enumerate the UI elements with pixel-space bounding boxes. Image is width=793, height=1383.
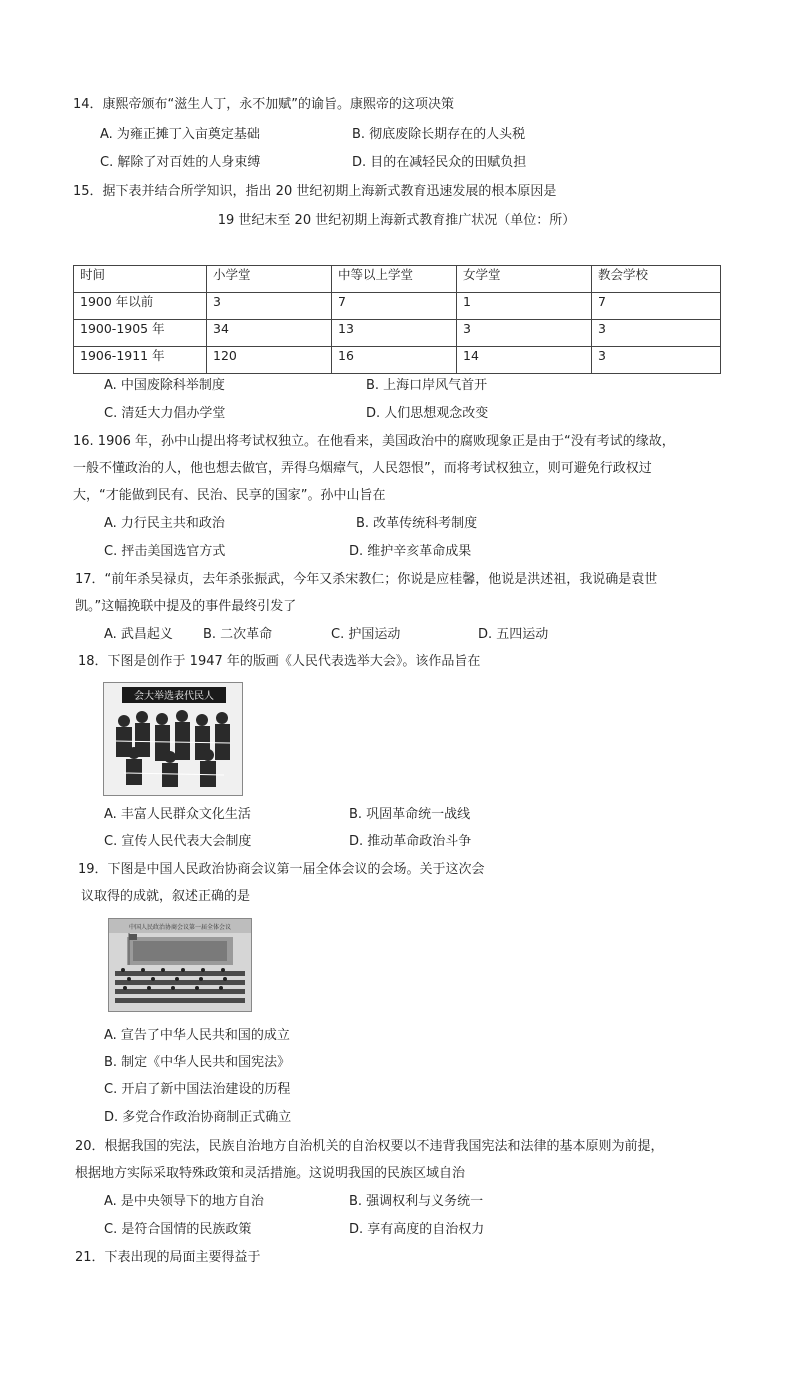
q16-stem-line-1: 16. 1906 年，孙中山提出将考试权独立。在他看来，美国政治中的腐败现象正是由于“没有考试的缘故，	[73, 434, 675, 449]
table-cell: 3	[592, 347, 721, 374]
table-cell: 14	[457, 347, 592, 374]
table-header-cell: 中等以上学堂	[332, 266, 457, 293]
table-row	[74, 320, 721, 347]
q19-stem-line-1: 19．下图是中国人民政治协商会议第一届全体会议的会场。关于这次会	[78, 862, 485, 877]
table-cell: 3	[207, 293, 332, 320]
q18-option-b: B. 巩固革命统一战线	[349, 807, 471, 822]
table-cell: 3	[592, 320, 721, 347]
q16-option-b: B. 改革传统科考制度	[356, 516, 478, 531]
woodcut-banner-text: 会大举选表代民人	[134, 691, 214, 702]
conference-hall-photo	[108, 918, 252, 1012]
q17-option-b: B. 二次革命	[203, 627, 273, 642]
q14-option-c: C. 解除了对百姓的人身束缚	[100, 155, 261, 170]
table-cell: 7	[332, 293, 457, 320]
q16-stem-line-3: 大，“才能做到民有、民治、民享的国家”。孙中山旨在	[73, 488, 386, 503]
q20-stem-line-1: 20．根据我国的宪法，民族自治地方自治机关的自治权要以不违背我国宪法和法律的基本原则为前提，	[75, 1139, 664, 1154]
q16-stem-line-2: 一般不懂政治的人，他也想去做官，弄得乌烟瘴气，人民怨恨”，而将考试权独立，则可避免行政权过	[73, 461, 652, 476]
table-cell: 1906-1911 年	[74, 347, 207, 374]
table-cell: 120	[207, 347, 332, 374]
q16-option-c: C. 抨击美国选官方式	[104, 544, 226, 559]
q15-stem: 15．据下表并结合所学知识，指出 20 世纪初期上海新式教育迅速发展的根本原因是	[73, 184, 557, 199]
table-row	[74, 347, 721, 374]
q15-option-b: B. 上海口岸风气首开	[366, 378, 488, 393]
q19-option-c: C. 开启了新中国法治建设的历程	[104, 1082, 291, 1097]
table-cell: 7	[592, 293, 721, 320]
q17-option-a: A. 武昌起义	[104, 627, 173, 642]
photo-banner-text: 中国人民政治协商会议第一届全体会议	[128, 924, 232, 931]
table-header-cell: 小学堂	[207, 266, 332, 293]
q14-option-a: A. 为雍正摊丁入亩奠定基础	[100, 127, 260, 142]
q18-option-c: C. 宣传人民代表大会制度	[104, 834, 252, 849]
table-header-row	[74, 266, 721, 293]
q18-option-d: D. 推动革命政治斗争	[349, 834, 472, 849]
q17-stem-line-1: 17．“前年杀吴禄贞，去年杀张振武，今年又杀宋教仁；你说是应桂馨，他说是洪述祖，我说确是袁世	[75, 572, 658, 587]
q19-stem-line-2: 议取得的成就，叙述正确的是	[81, 889, 251, 904]
education-table	[73, 265, 721, 374]
q14-option-d: D. 目的在减轻民众的田赋负担	[352, 155, 527, 170]
q14-stem: 14．康熙帝颁布“滋生人丁，永不加赋”的谕旨。康熙帝的这项决策	[73, 97, 455, 112]
q21-stem: 21．下表出现的局面主要得益于	[75, 1250, 261, 1265]
table-cell: 13	[332, 320, 457, 347]
woodcut-print-image	[103, 682, 243, 796]
q20-option-a: A. 是中央领导下的地方自治	[104, 1194, 264, 1209]
q19-option-a: A. 宣告了中华人民共和国的成立	[104, 1028, 290, 1043]
table-header-cell: 教会学校	[592, 266, 721, 293]
q14-option-b: B. 彻底废除长期存在的人头税	[352, 127, 526, 142]
table-header-cell: 时间	[74, 266, 207, 293]
q18-stem: 18．下图是创作于 1947 年的版画《人民代表选举大会》。该作品旨在	[78, 654, 481, 669]
q18-option-a: A. 丰富人民群众文化生活	[104, 807, 251, 822]
table-cell: 1900-1905 年	[74, 320, 207, 347]
q19-option-d: D. 多党合作政治协商制正式确立	[104, 1110, 292, 1125]
q20-option-b: B. 强调权利与义务统一	[349, 1194, 484, 1209]
table-cell: 3	[457, 320, 592, 347]
table-cell: 1	[457, 293, 592, 320]
table-row	[74, 293, 721, 320]
q20-stem-line-2: 根据地方实际采取特殊政策和灵活措施。这说明我国的民族区域自治	[75, 1166, 466, 1181]
q17-option-c: C. 护国运动	[331, 627, 401, 642]
q15-table-caption: 19 世纪末至 20 世纪初期上海新式教育推广状况（单位：所）	[217, 213, 576, 228]
q16-option-a: A. 力行民主共和政治	[104, 516, 225, 531]
table-header-cell: 女学堂	[457, 266, 592, 293]
q17-option-d: D. 五四运动	[478, 627, 549, 642]
q15-option-c: C. 清廷大力倡办学堂	[104, 406, 226, 421]
table-cell: 16	[332, 347, 457, 374]
q19-option-b: B. 制定《中华人民共和国宪法》	[104, 1055, 291, 1070]
q15-option-d: D. 人们思想观念改变	[366, 406, 489, 421]
table-cell: 1900 年以前	[74, 293, 207, 320]
q15-option-a: A. 中国废除科举制度	[104, 378, 225, 393]
q16-option-d: D. 维护辛亥革命成果	[349, 544, 472, 559]
q20-option-d: D. 享有高度的自治权力	[349, 1222, 485, 1237]
q17-stem-line-2: 凯。”这幅挽联中提及的事件最终引发了	[75, 599, 297, 614]
q20-option-c: C. 是符合国情的民族政策	[104, 1222, 252, 1237]
table-cell: 34	[207, 320, 332, 347]
